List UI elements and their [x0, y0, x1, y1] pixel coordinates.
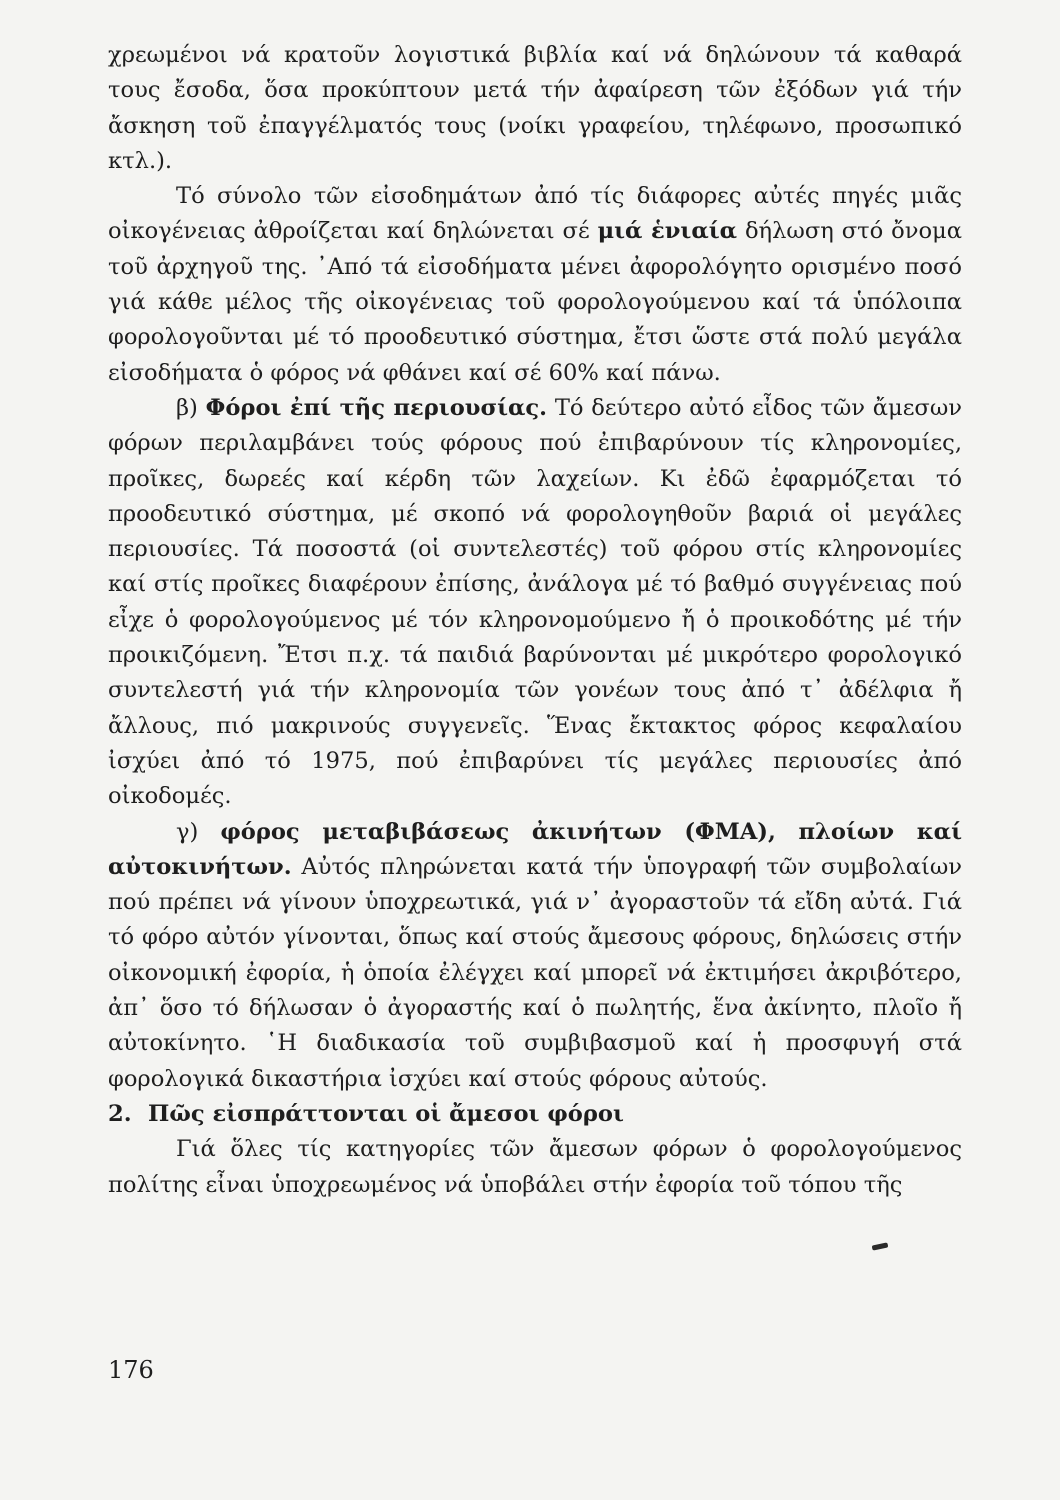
paragraph-text: δήλωση στό ὄνομα τοῦ ἀρχηγοῦ της. ᾿Από τά εἰσοδήματα μένει ἀφορολόγητο ορισμένο ποσό γιά κάθε μέλος τῆς οἰκογένειας τοῦ φορολογούμενου καί τά ὑπόλοιπα φορολογοῦνται μέ τό προοδευτικό σύστημα, ἔτσι ὥστε στά πολύ μεγάλα εἰσοδήματα ὁ φόρος νά φθάνει καί σέ 60% καί πάνω.: [108, 218, 962, 386]
subheading-transfer-tax: φόρος μεταβιβάσεως ἀκινήτων (ΦΜΑ), πλοίων καί αὐτοκινήτων.: [108, 818, 963, 880]
page-number: 176: [108, 1356, 154, 1384]
paragraph-text: Τό δεύτερο αὐτό εἶδος τῶν ἄμεσων φόρων περιλαμβάνει τούς φόρους πού ἐπιβαρύνουν τίς κληρονομίες, προῖκες, δωρεές καί κέρδη τῶν λαχείων. Κι ἐδῶ ἐφαρμόζεται τό προοδευτικό σύστημα, μέ σκοπό νά φορολογηθοῦν βαριά οἱ μεγάλες περιουσίες. Τά ποσοστά (οἱ συντελεστές) τοῦ φόρου στίς κληρονομίες καί στίς προῖκες διαφέρουν ἐπίσης, ἀνάλογα μέ τό βαθμό συγγένειας πού εἶχε ὁ φορολογούμενος μέ τόν κληρονομούμενο ἤ ὁ προικοδότης μέ τήν προικιζόμενη. Ἔτσι π.χ. τά παιδιά βαρύνονται μέ μικρότερο φορολογικό συντελεστή γιά τήν κληρονομία τῶν γονέων τους ἀπό τ᾿ ἀδέλφια ἤ ἄλλους, πιό μακρινούς συγγενεῖς. Ἕνας ἔκτακτος φόρος κεφαλαίου ἰσχύει ἀπό τό 1975, πού ἐπιβαρύνει τίς μεγάλες περιουσίες ἀπό οἰκοδομές.: [108, 394, 962, 810]
paragraph-continuation: χρεωμένοι νά κρατοῦν λογιστικά βιβλία καί νά δηλώνουν τά καθαρά τους ἔσοδα, ὅσα προκύπτουν μετά τήν ἀφαίρεση τῶν ἐξόδων γιά τήν ἄσκηση τοῦ ἐπαγγέλματός τους (νοίκι γραφείου, τηλέφωνο, προσωπικό κτλ.).: [108, 42, 962, 174]
paragraph-transfer-tax: [108, 815, 962, 1097]
paragraph-text: Αὐτός πληρώνεται κατά τήν ὑπογραφή τῶν συμβολαίων πού πρέπει νά γίνουν ὑποχρεωτικά, γιά ν᾿ ἀγοραστοῦν τά εἴδη αὐτά. Γιά τό φόρο αὐτόν γίνονται, ὅπως καί στούς ἄμεσους φόρους, δηλώσεις στήν οἰκονομική ἐφορία, ἡ ὁποία ἐλέγχει καί μπορεῖ νά ἐκτιμήσει ἀκριβότερο, ἀπ᾿ ὅσο τό δήλωσαν ὁ ἀγοραστής καί ὁ πωλητής, ἕνα ἀκίνητο, πλοῖο ἤ αὐτοκίνητο. ῾Η διαδικασία τοῦ συμβιβασμοῦ καί ἡ προσφυγή στά φορολογικά δικαστήρια ἰσχύει καί στούς φόρους αὐτούς.: [108, 853, 962, 1092]
section-title: Πῶς εἰσπράττονται οἱ ἄμεσοι φόροι: [148, 1100, 624, 1127]
paragraph-closing: Γιά ὅλες τίς κατηγορίες τῶν ἄμεσων φόρων ὁ φορολογούμενος πολίτης εἶναι ὑποχρεωμένος νά ὑποβάλει στήν ἐφορία τοῦ τόπου τῆς: [108, 1136, 962, 1198]
paragraph-text: γ): [176, 818, 221, 845]
emphasis-text: μιά ἑνιαία: [597, 218, 738, 245]
paragraph-text: β): [176, 394, 206, 421]
paragraph-income-total: [108, 179, 962, 391]
text-column: [108, 38, 962, 1203]
ink-mark: [872, 1242, 889, 1250]
subheading-property-taxes: Φόροι ἐπί τῆς περιουσίας.: [205, 394, 548, 421]
section-number: 2.: [108, 1100, 132, 1127]
section-heading: [108, 1097, 962, 1132]
paragraph-text: Τό σύνολο τῶν εἰσοδημάτων ἀπό τίς διάφορες αὐτές πηγές μιᾶς οἰκογένειας ἀθροίζεται καί δηλώνεται σέ: [108, 183, 962, 245]
paragraph-property-taxes: [108, 391, 962, 815]
